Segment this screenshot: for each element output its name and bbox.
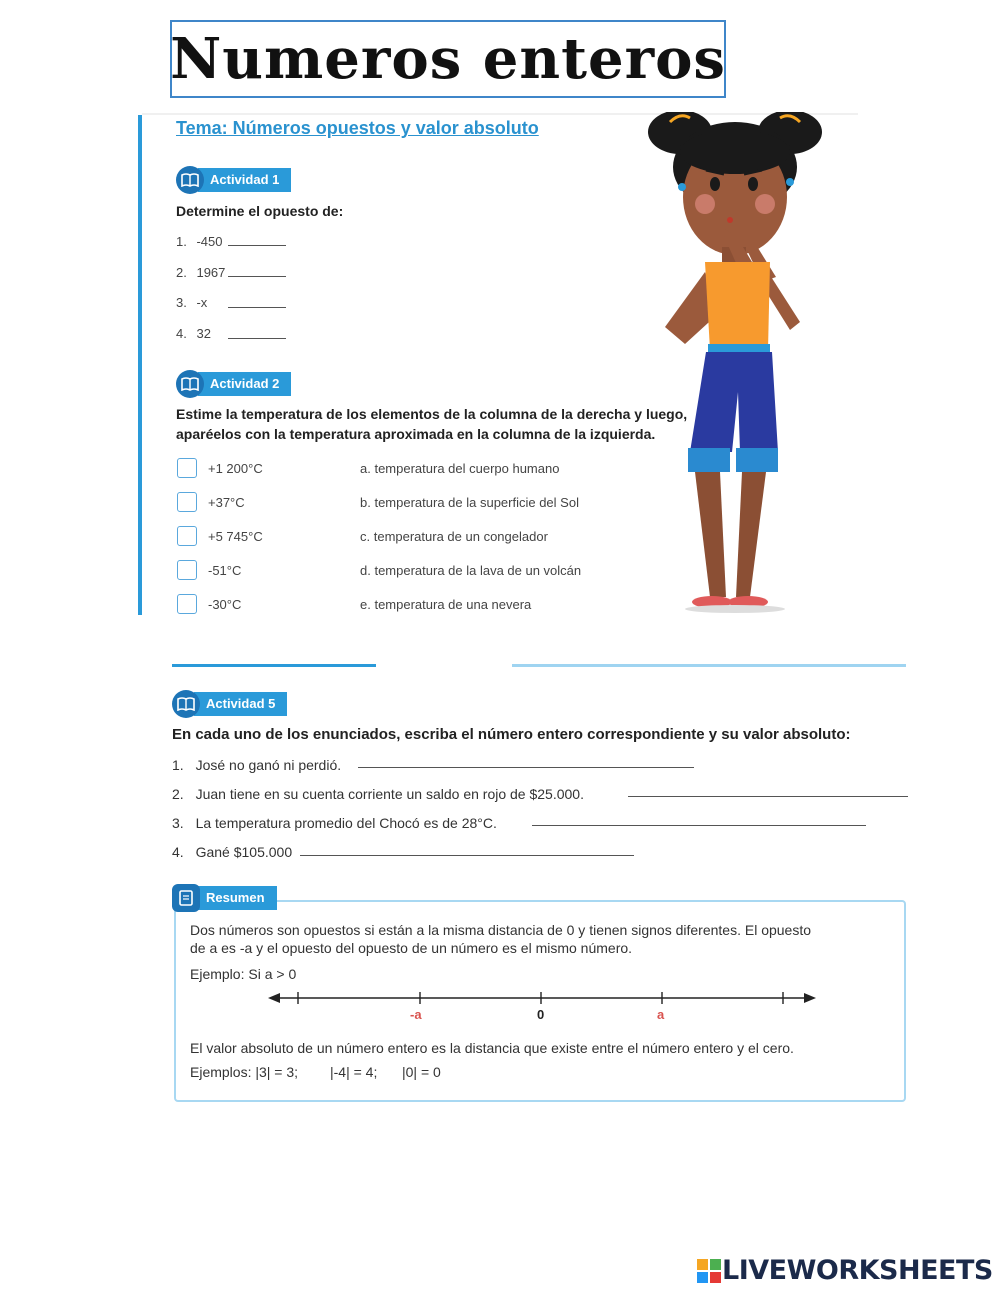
item-text: Gané $105.000 [195,844,293,860]
description-item: c. temperatura de un congelador [360,529,548,544]
numberline-label-zero: 0 [537,1007,545,1022]
list-item [172,757,341,773]
summary-example-2: |-4| = 4; [330,1064,378,1080]
item-text: José no ganó ni perdió. [195,757,342,773]
summary-example-3: |0| = 0 [402,1064,441,1080]
list-item [172,844,292,860]
temperature-value: -51°C [208,563,242,578]
page-title: Numeros enteros [170,26,726,92]
activity2-badge [176,372,291,396]
liveworksheets-logo [696,1255,993,1286]
topic-heading: Tema: Números opuestos y valor absoluto [176,118,539,138]
section-divider [172,664,376,667]
temperature-value: +1 200°C [208,461,263,476]
numberline-label-neg-a: -a [410,1007,422,1022]
description-item: e. temperatura de una nevera [360,597,532,612]
summary-example-1: Ejemplos: |3| = 3; [190,1064,299,1080]
list-item [176,326,211,341]
left-accent-rule [138,115,142,615]
activity2-instruction-line2: aparéelos con la temperatura aproximada en la columna de la izquierda. [176,426,656,442]
summary-badge [172,886,277,910]
item-value: 32 [196,326,211,341]
list-item [176,295,207,310]
activity2-label: Actividad 2 [198,372,291,396]
item-number: 3. [172,815,184,831]
list-item [172,815,497,831]
item-number: 3. [176,295,187,310]
answer-input-5-1[interactable] [358,752,694,768]
numberline-label-a: a [657,1007,665,1022]
description-item: a. temperatura del cuerpo humano [360,461,560,476]
activity2-instruction-line1: Estime la temperatura de los elementos de la columna de la derecha y luego, [176,406,688,422]
list-item [176,265,225,280]
activity5-label: Actividad 5 [194,692,287,716]
list-item [172,786,584,802]
temperature-value: -30°C [208,597,242,612]
book-icon [172,690,200,718]
summary-line2: de a es -a y el opuesto del opuesto de un número es el mismo número. [190,940,633,956]
item-value: 1967 [196,265,226,280]
summary-label: Resumen [194,886,277,910]
item-number: 1. [176,234,187,249]
tablet-icon [172,884,200,912]
item-number: 4. [172,844,184,860]
match-checkbox-3[interactable] [177,526,197,546]
book-icon [176,370,204,398]
answer-input-5-3[interactable] [532,810,866,826]
match-checkbox-4[interactable] [177,560,197,580]
title-box [170,20,726,98]
summary-line3: El valor absoluto de un número entero es la distancia que existe entre el número entero y el cero. [190,1040,794,1056]
summary-line1: Dos números son opuestos si están a la misma distancia de 0 y tienen signos diferentes. El opuesto [190,922,812,938]
item-number: 2. [172,786,184,802]
activity1-badge [176,168,291,192]
liveworksheets-icon [696,1258,722,1284]
activity5-instruction: En cada uno de los enunciados, escriba el número entero correspondiente y su valor absoluto: [172,726,851,743]
book-icon [176,166,204,194]
item-text: Juan tiene en su cuenta corriente un saldo en rojo de $25.000. [195,786,584,802]
item-text: La temperatura promedio del Chocó es de 28°C. [195,815,497,831]
brand-name: LIVEWORKSHEETS [722,1255,993,1286]
answer-input-2[interactable] [228,261,286,277]
match-checkbox-1[interactable] [177,458,197,478]
answer-input-5-2[interactable] [628,781,908,797]
temperature-value: +5 745°C [208,529,263,544]
item-value: -x [196,295,208,310]
description-item: d. temperatura de la lava de un volcán [360,563,582,578]
girl-illustration [640,112,830,617]
match-checkbox-2[interactable] [177,492,197,512]
match-checkbox-5[interactable] [177,594,197,614]
answer-input-3[interactable] [228,292,286,308]
answer-input-1[interactable] [228,230,286,246]
item-number: 1. [172,757,184,773]
activity1-label: Actividad 1 [198,168,291,192]
section-divider [512,664,906,667]
summary-example-label: Ejemplo: Si a > 0 [190,966,297,982]
temperature-value: +37°C [208,495,245,510]
list-item [176,234,223,249]
item-number: 4. [176,326,187,341]
activity1-instruction: Determine el opuesto de: [176,203,344,219]
description-item: b. temperatura de la superficie del Sol [360,495,579,510]
answer-input-4[interactable] [228,323,286,339]
activity5-badge [172,692,287,716]
answer-input-5-4[interactable] [300,840,634,856]
item-number: 2. [176,265,187,280]
item-value: -450 [196,234,223,249]
